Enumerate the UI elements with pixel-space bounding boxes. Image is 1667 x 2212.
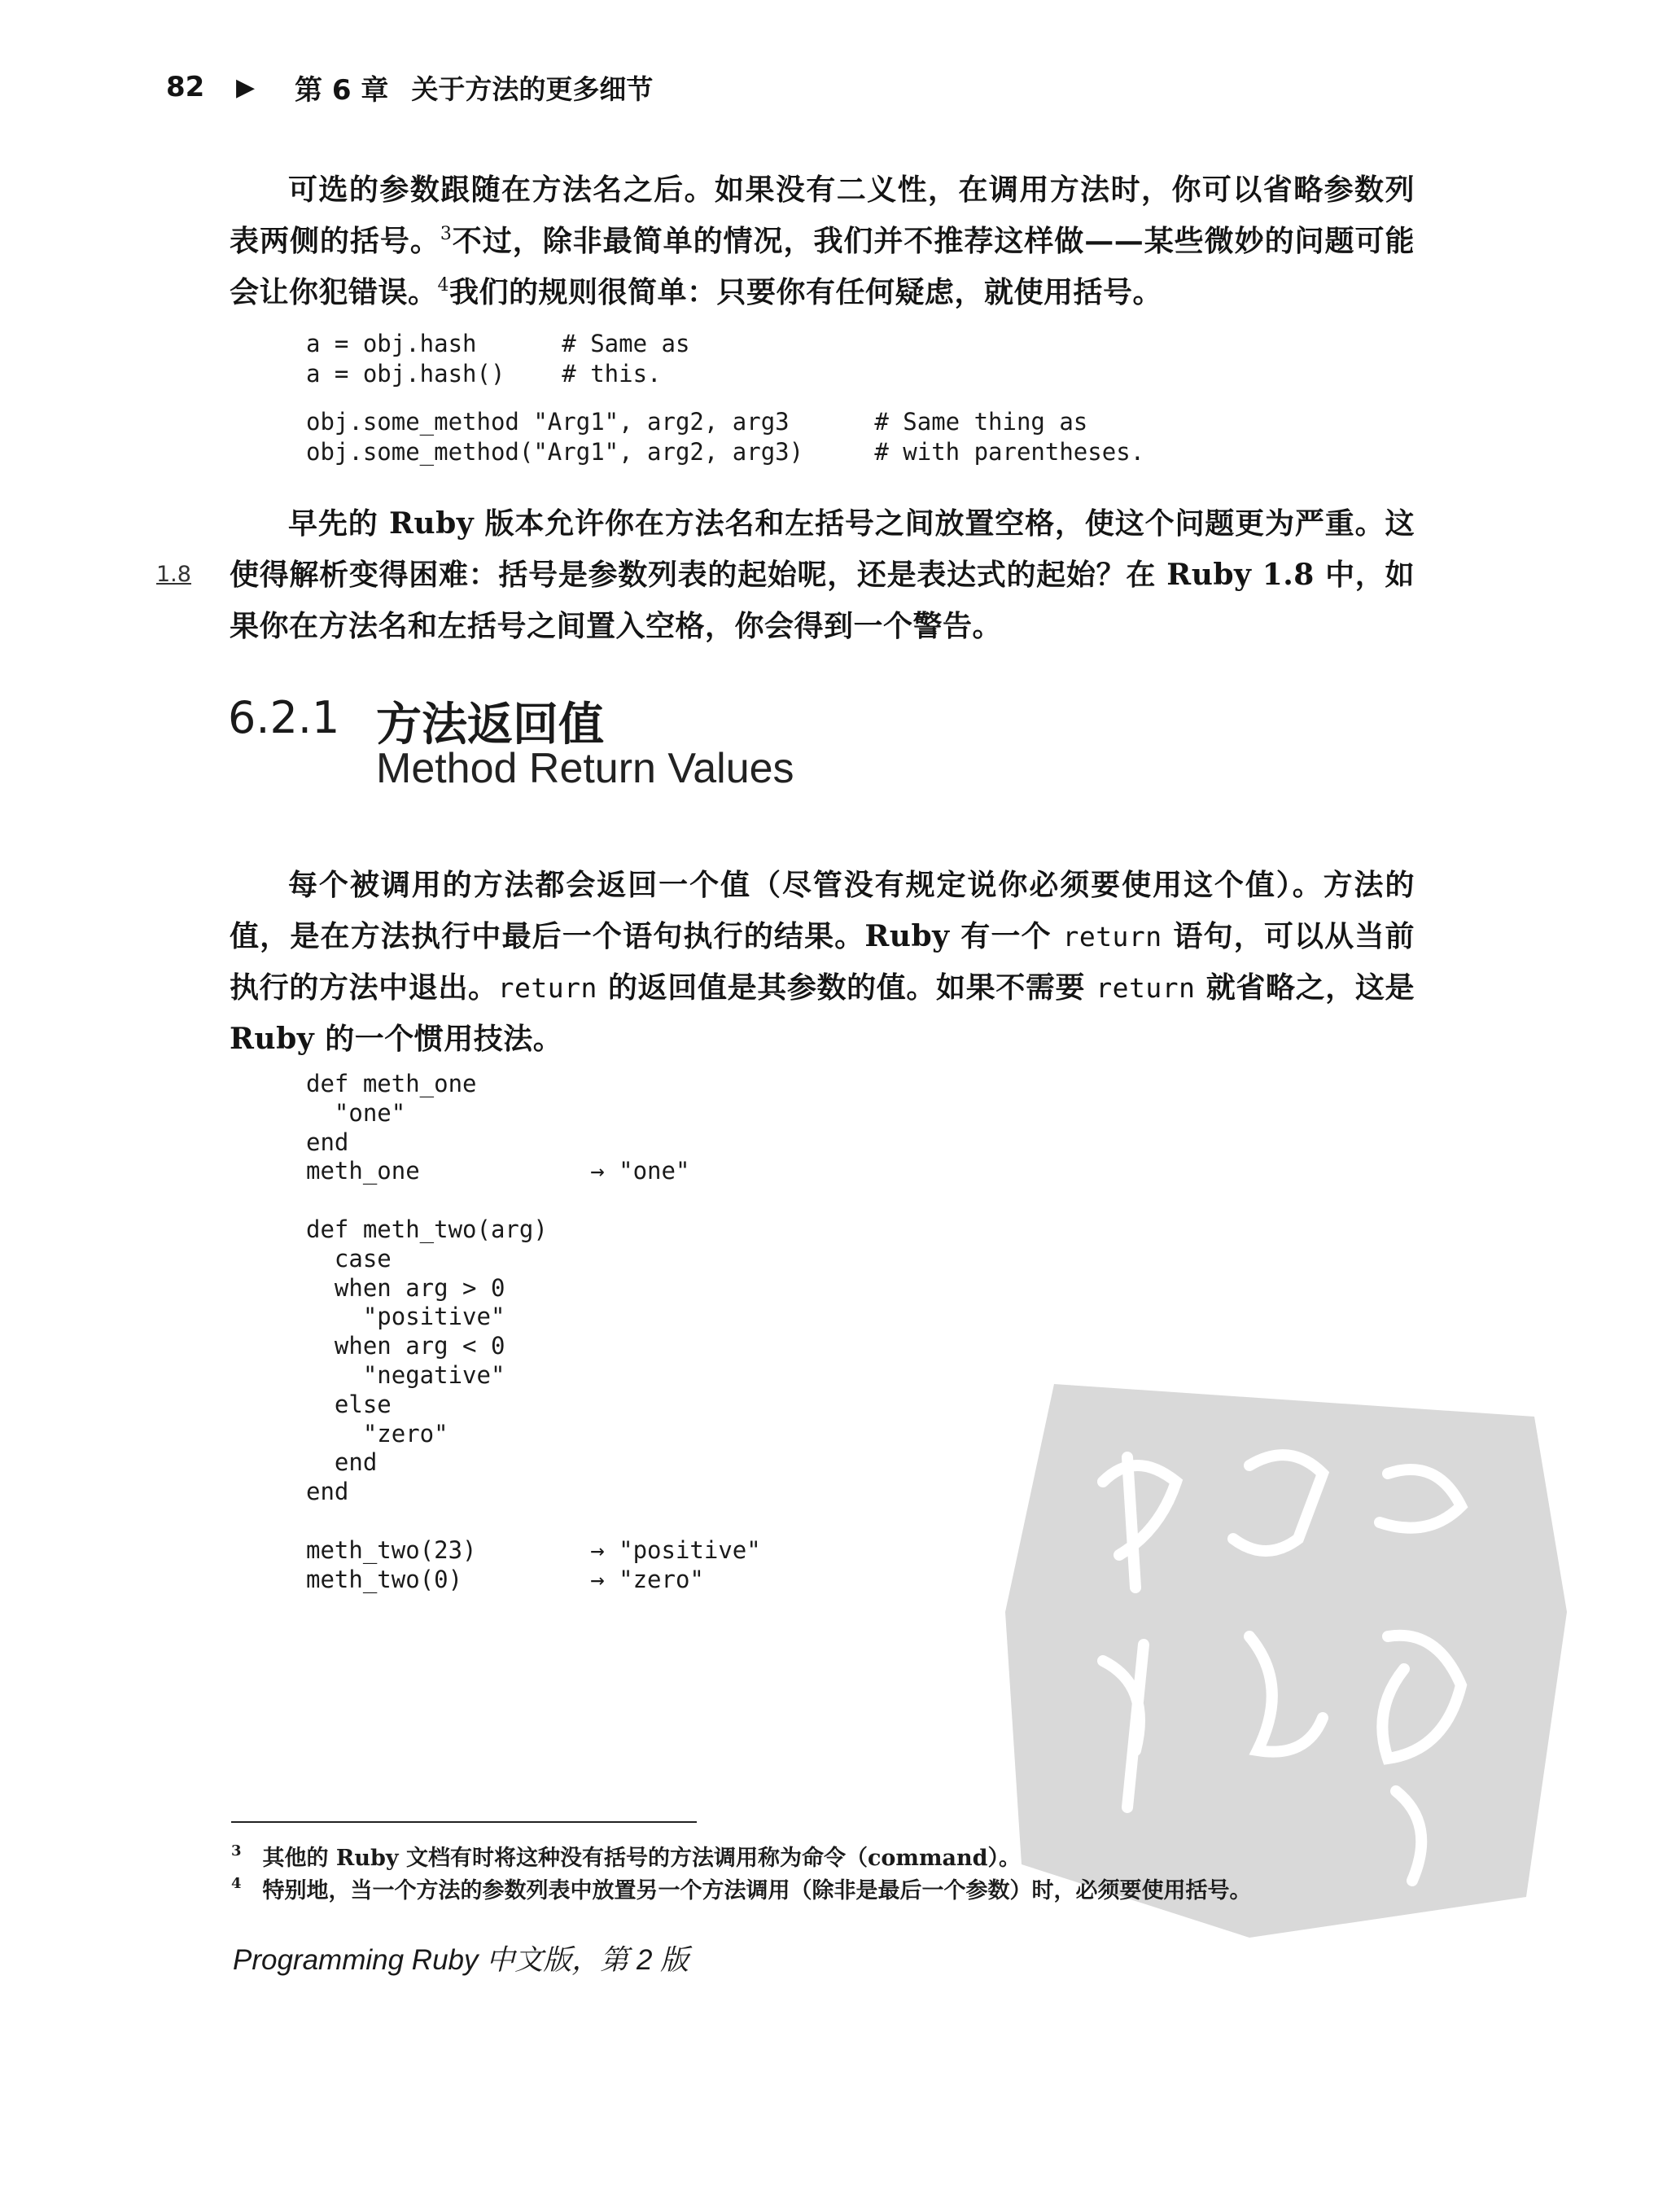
paragraph-text: 语句，可以从当前执行的方法中退出。 (230, 919, 1415, 1005)
version-margin-note: 1.8 (156, 562, 191, 587)
chapter-title: 关于方法的更多细节 (411, 72, 654, 105)
paragraph-text: 不过，除非最简单的情况，我们并不推荐这样做——某些微妙的问题可能会让你犯错误。 (230, 224, 1415, 309)
section-number: 6.2.1 (228, 692, 340, 743)
footnote-ref-4: 4 (437, 275, 450, 296)
footnote-4 (231, 1873, 1252, 1904)
footnote-mark: 3 (231, 1842, 242, 1859)
seal-watermark-icon (1005, 1368, 1567, 1938)
paragraph-text: 的返回值是其参数的值。如果不需要 (597, 970, 1096, 1005)
footnote-divider (231, 1821, 697, 1823)
code-block-some-method: obj.some_method "Arg1", arg2, arg3 # Same thing as obj.some_method("Arg1", arg2, arg3) # with parentheses. (306, 408, 1145, 466)
footnote-ref-3: 3 (440, 224, 453, 244)
paragraph-text: 我们的规则很简单：只要你有任何疑虑，就使用括号。 (449, 275, 1163, 309)
paragraph-return-values (230, 860, 1415, 1065)
page-number: 82 (166, 71, 205, 103)
running-header (166, 67, 653, 107)
play-arrow-icon: ▶ (236, 72, 256, 102)
section-title-english: Method Return Values (376, 745, 794, 792)
paragraph-optional-parentheses (230, 164, 1415, 318)
inline-code-return: return (1096, 972, 1196, 1004)
footnote-text: 其他的 Ruby 文档有时将这种没有括号的方法调用称为命令（command）。 (262, 1846, 1022, 1871)
inline-code-return: return (1062, 921, 1162, 953)
paragraph-text: 可选的参数跟随在方法名之后。如果没有二义性，在调用方法时，你可以省略参数列表两侧的括号。 (230, 173, 1415, 258)
paragraph-ruby-versions: 早先的 Ruby 版本允许你在方法名和左括号之间放置空格，使这个问题更为严重。这使得解析变得困难：括号是参数列表的起始呢，还是表达式的起始？在 Ruby 1.8 中，如果你在方法名和左括号之间置入空格，你会得到一个警告。 (230, 506, 1415, 643)
footnote-mark: 4 (231, 1875, 242, 1892)
footnote-text: 特别地，当一个方法的参数列表中放置另一个方法调用（除非是最后一个参数）时，必须要使用括号。 (262, 1878, 1252, 1903)
chapter-label: 第 6 章 (295, 73, 389, 107)
book-footer: Programming Ruby 中文版，第 2 版 (233, 1944, 689, 1976)
code-block-hash: a = obj.hash # Same as a = obj.hash() # this. (306, 330, 690, 388)
paragraph-text: 每个被调用的方法都会返回一个值（尽管没有规定说你必须要使用这个值）。方法的值，是在方法执行中最后一个语句执行的结果。Ruby 有一个 (230, 868, 1415, 953)
footnote-3 (231, 1840, 1021, 1872)
inline-code-return: return (497, 972, 597, 1004)
paragraph-text: 就省略之，这是 Ruby 的一个惯用技法。 (230, 970, 1415, 1056)
section-title-chinese: 方法返回值 (376, 699, 604, 751)
code-block-methods: def meth_one "one" end meth_one → "one" def meth_two(arg) case when arg > 0 "positive" when arg < 0 "negative" else "zero" end end meth_two(23) → "positive" meth_two(0) → "zero" (306, 1070, 761, 1593)
